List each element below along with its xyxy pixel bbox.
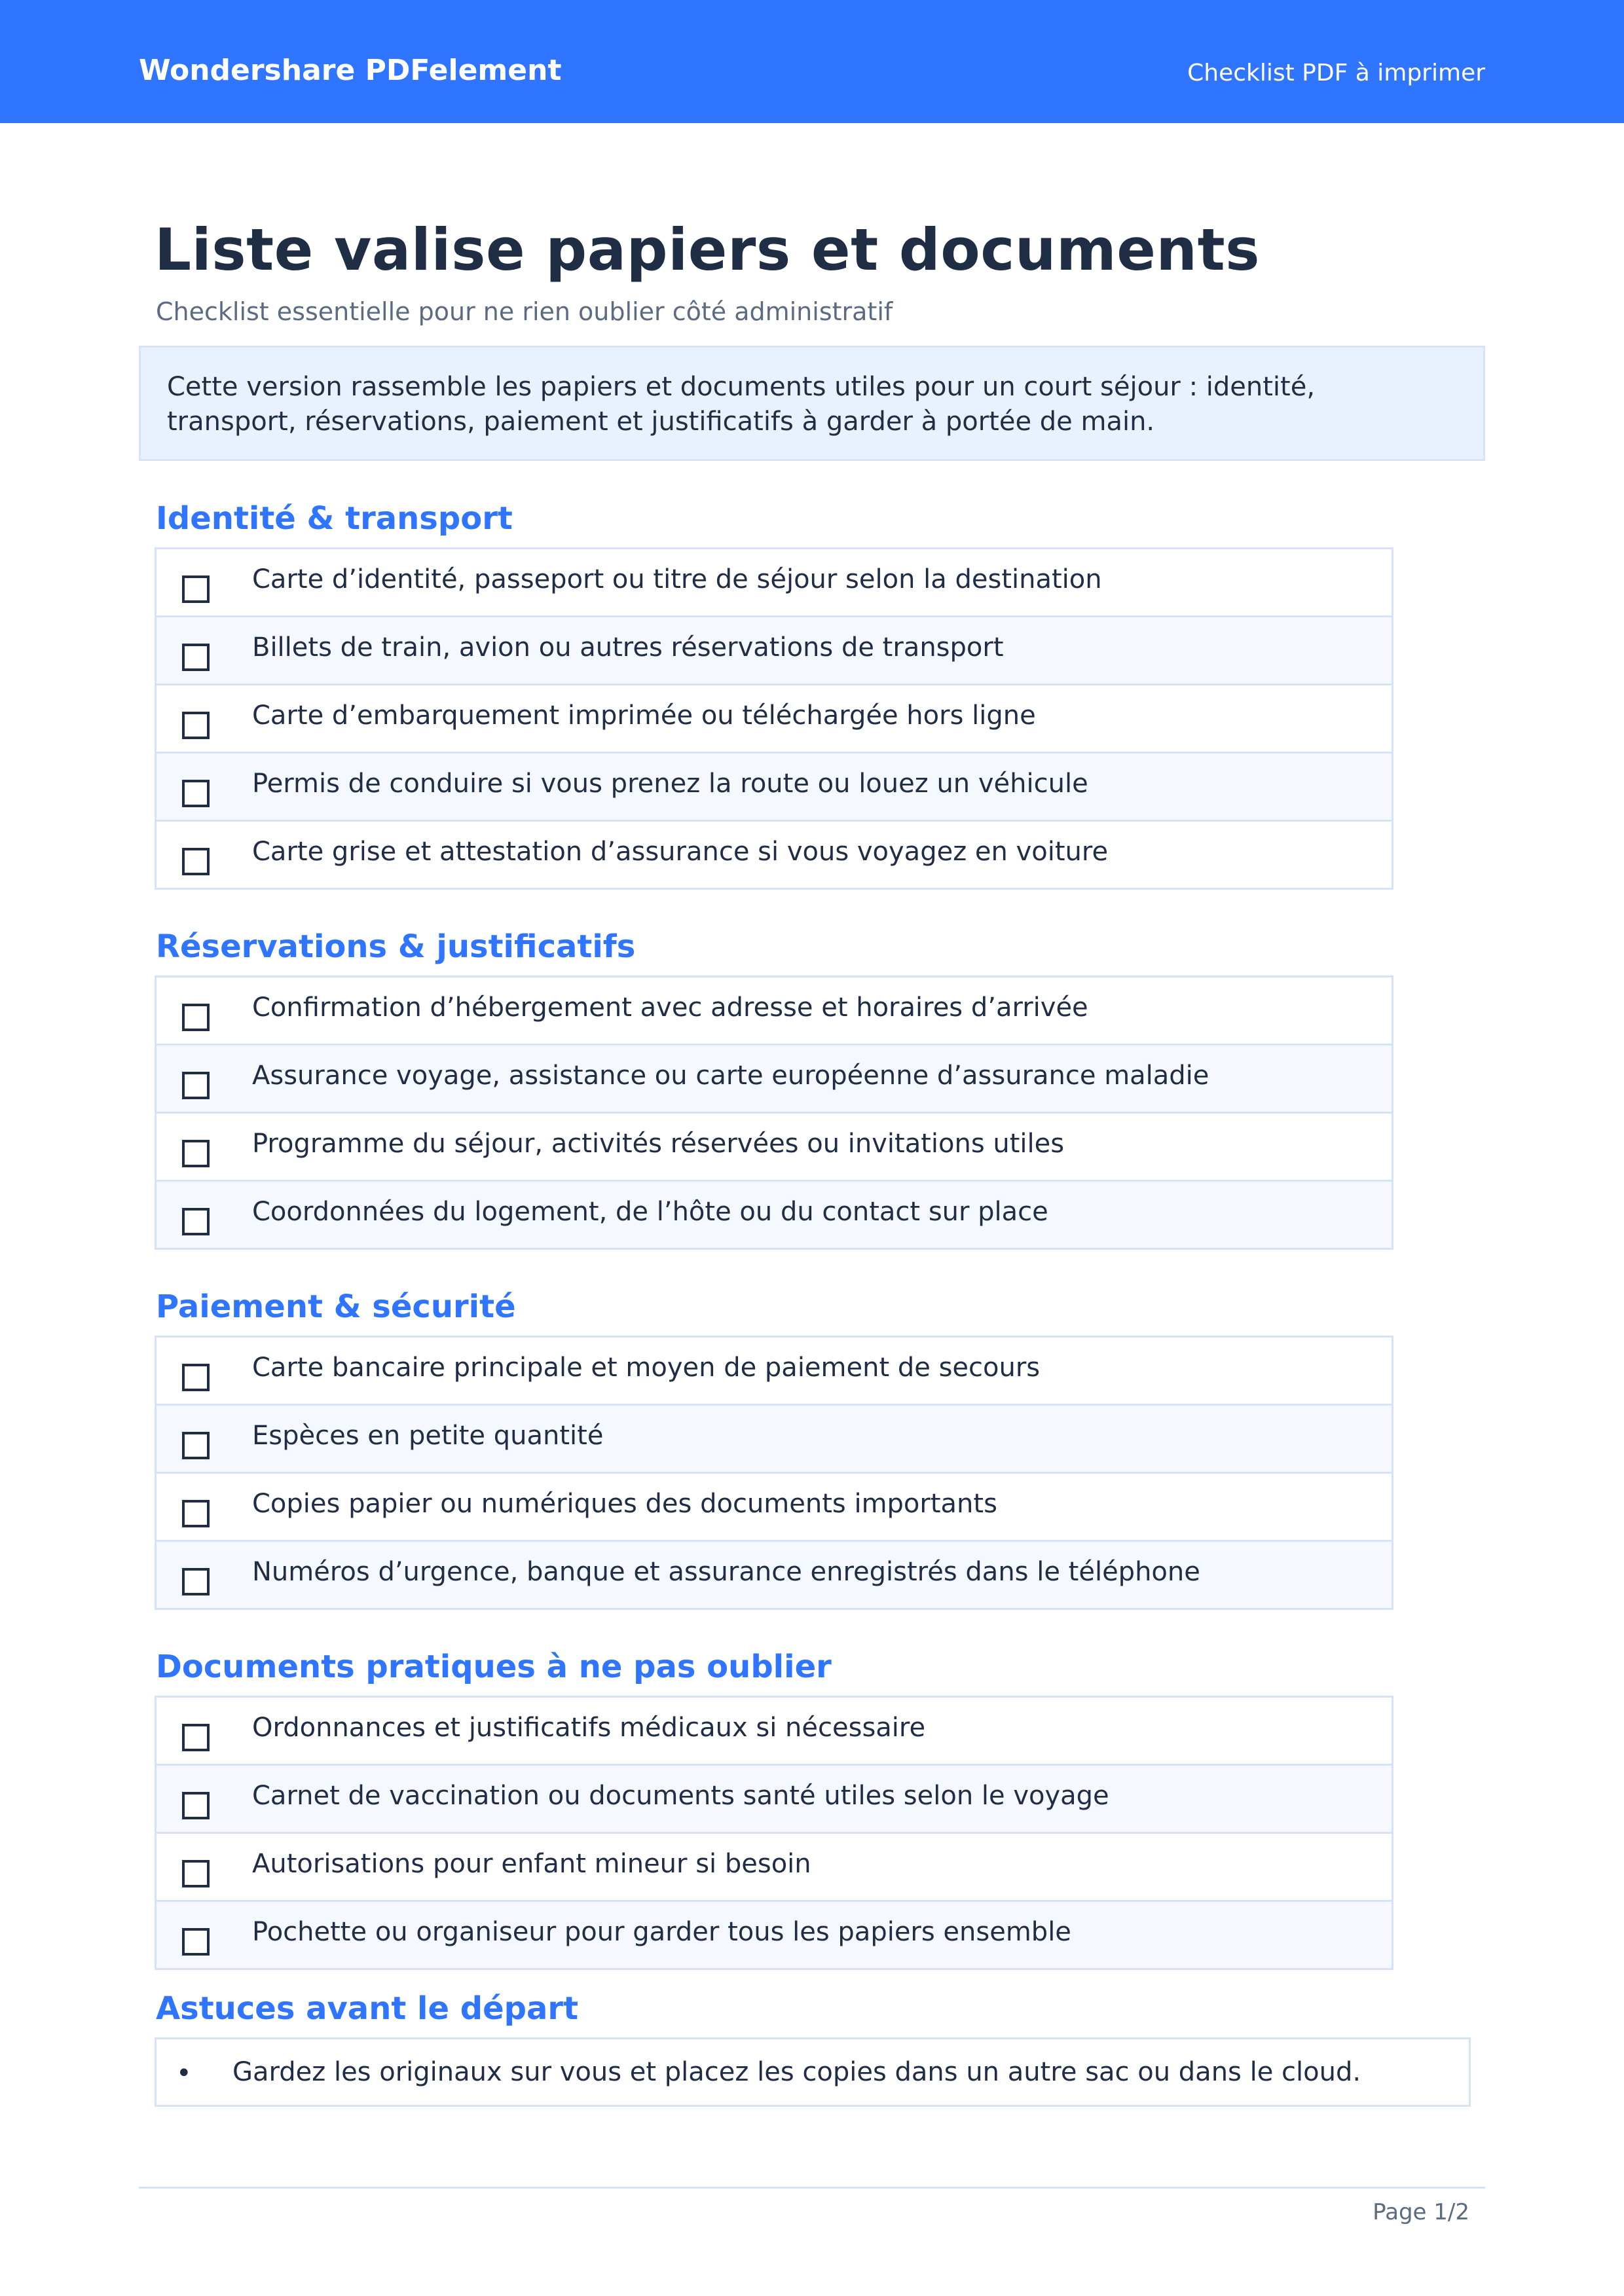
checklist-item[interactable] [157,752,1392,820]
checklist-item-label: Assurance voyage, assistance ou carte européenne d’assurance maladie [252,1061,1209,1091]
footer-divider [139,2187,1485,2189]
checklist-item-label: Permis de conduire si vous prenez la route ou louez un véhicule [252,769,1088,799]
page-subtitle: Checklist essentielle pour ne rien oublier côté administratif [156,297,893,326]
checkbox[interactable] [182,1928,210,1956]
page-number: Page 1/2 [1373,2199,1469,2225]
checklist-item-label: Espèces en petite quantité [252,1421,604,1451]
checklist-item[interactable] [157,1180,1392,1248]
tip-text: Gardez les originaux sur vous et placez les copies dans un autre sac ou dans le cloud. [232,2057,1361,2087]
checklist-item[interactable] [157,1900,1392,1968]
checklist-item[interactable] [157,1764,1392,1832]
checklist-item-label: Pochette ou organiseur pour garder tous les papiers ensemble [252,1917,1071,1947]
checklist-item-label: Ordonnances et justificatifs médicaux si nécessaire [252,1713,926,1743]
section-heading-astuces: Astuces avant le départ [156,1990,579,2027]
checklist-identite-transport [155,547,1393,890]
checklist-item[interactable] [157,1832,1392,1900]
bullet-icon: • [176,2058,192,2088]
checkbox[interactable] [182,1140,210,1167]
checkbox[interactable] [182,1004,210,1031]
tips-box [155,2037,1471,2107]
checkbox[interactable] [182,1724,210,1751]
checklist-item[interactable] [157,977,1392,1044]
checklist-item[interactable] [157,683,1392,752]
checkbox[interactable] [182,780,210,807]
checklist-item-label: Programme du séjour, activités réservées ou invitations utiles [252,1129,1065,1159]
checklist-item-label: Carte bancaire principale et moyen de paiement de secours [252,1353,1041,1383]
checklist-item-label: Numéros d’urgence, banque et assurance enregistrés dans le téléphone [252,1557,1200,1587]
checkbox[interactable] [182,1364,210,1391]
checklist-item-label: Coordonnées du logement, de l’hôte ou du contact sur place [252,1197,1048,1227]
intro-box [139,346,1485,461]
checkbox[interactable] [182,644,210,671]
checklist-item-label: Carte grise et attestation d’assurance si vous voyagez en voiture [252,837,1109,867]
checklist-item[interactable] [157,1044,1392,1112]
checklist-item-label: Copies papier ou numériques des documents importants [252,1489,997,1519]
checklist-documents-pratiques [155,1696,1393,1970]
section-heading-paiement-securite: Paiement & sécurité [156,1288,516,1325]
section-heading-documents-pratiques: Documents pratiques à ne pas oublier [156,1649,832,1685]
checklist-item-label: Confirmation d’hébergement avec adresse et horaires d’arrivée [252,993,1088,1023]
intro-text-line-2: transport, réservations, paiement et justificatifs à garder à portée de main. [167,407,1155,437]
checklist-item-label: Autorisations pour enfant mineur si besoin [252,1849,811,1879]
checklist-item[interactable] [157,1698,1392,1764]
checklist-item-label: Billets de train, avion ou autres réservations de transport [252,632,1004,663]
checklist-paiement-securite [155,1336,1393,1610]
intro-text-line-1: Cette version rassemble les papiers et documents utiles pour un court séjour : identité, [167,372,1316,402]
checkbox[interactable] [182,712,210,739]
checkbox[interactable] [182,1208,210,1235]
checkbox[interactable] [182,1432,210,1459]
checkbox[interactable] [182,575,210,603]
checklist-item[interactable] [157,1338,1392,1404]
section-heading-reservations-justificatifs: Réservations & justificatifs [156,928,636,965]
checklist-item-label: Carte d’identité, passeport ou titre de séjour selon la destination [252,564,1102,594]
header-bar [0,0,1624,123]
checklist-item[interactable] [157,1540,1392,1608]
checklist-item[interactable] [157,1112,1392,1180]
checklist-item[interactable] [157,549,1392,615]
checkbox[interactable] [182,1568,210,1595]
checklist-item[interactable] [157,820,1392,888]
page-title: Liste valise papiers et documents [155,216,1261,283]
checkbox[interactable] [182,1792,210,1819]
header-tagline: Checklist PDF à imprimer [1187,60,1485,86]
checklist-item[interactable] [157,615,1392,683]
checkbox[interactable] [182,1500,210,1527]
section-heading-identite-transport: Identité & transport [156,500,513,537]
checkbox[interactable] [182,848,210,875]
checklist-item-label: Carte d’embarquement imprimée ou téléchargée hors ligne [252,701,1036,731]
checkbox[interactable] [182,1860,210,1887]
checklist-reservations-justificatifs [155,975,1393,1250]
checklist-item[interactable] [157,1472,1392,1540]
checklist-item[interactable] [157,1404,1392,1472]
checkbox[interactable] [182,1072,210,1099]
brand-name: Wondershare PDFelement [139,54,562,87]
checklist-item-label: Carnet de vaccination ou documents santé utiles selon le voyage [252,1781,1109,1811]
